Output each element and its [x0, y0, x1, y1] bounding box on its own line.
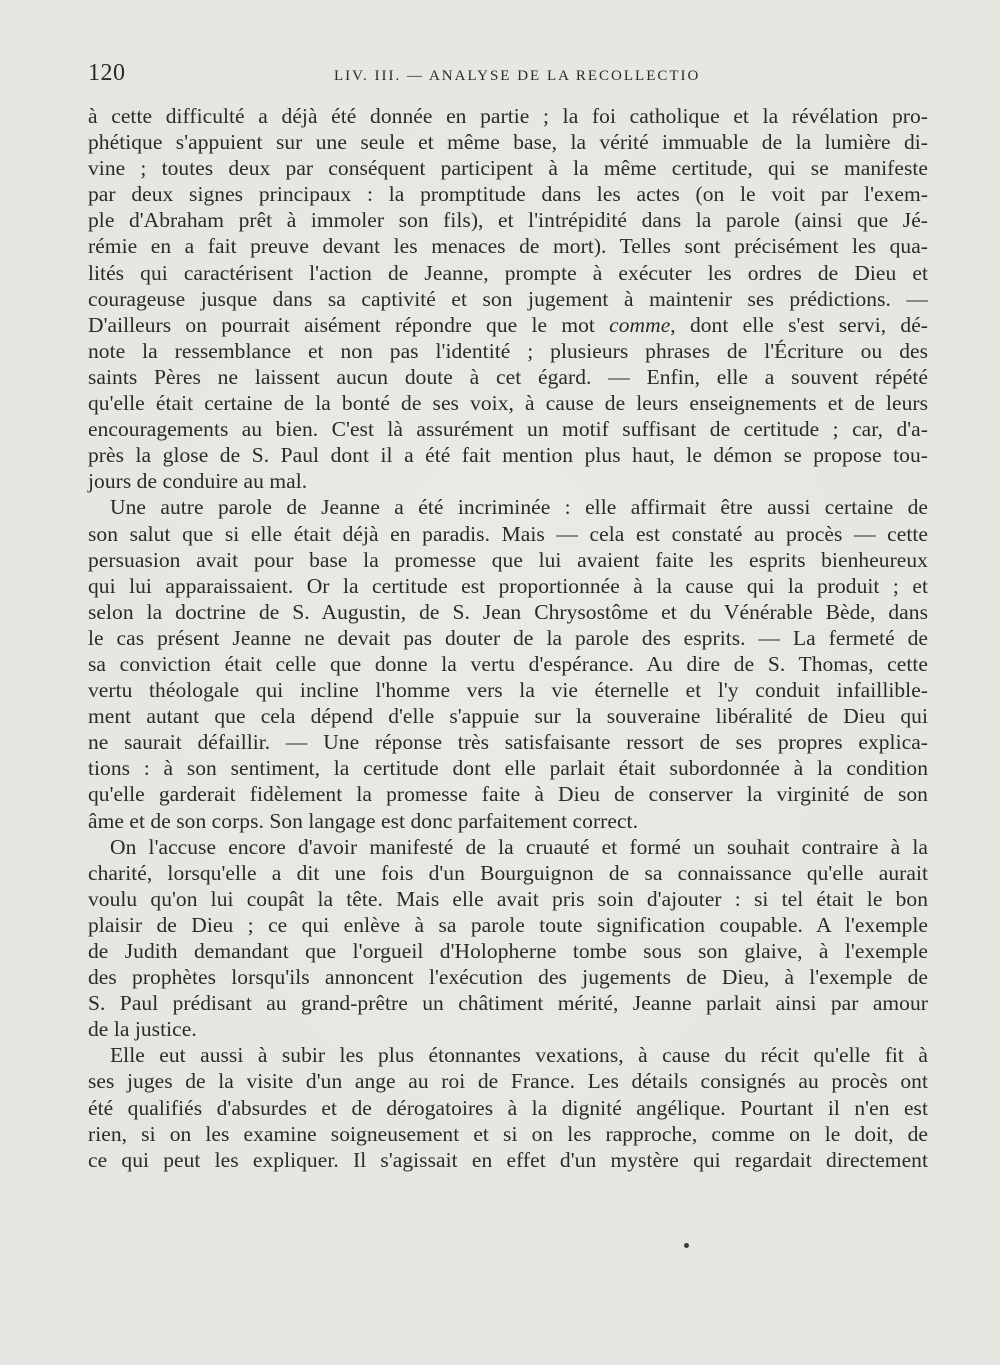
- print-speck: [684, 1243, 689, 1248]
- text-line: vertu théologale qui incline l'homme vers la vie éternelle et l'y conduit infaillible-: [88, 678, 928, 703]
- text-line: note la ressemblance et non pas l'identité ; plusieurs phrases de l'Écriture ou des: [88, 338, 928, 363]
- running-head: LIV. III. — ANALYSE DE LA RECOLLECTIO: [334, 68, 701, 84]
- text-line: qu'elle garderait fidèlement la promesse faite à Dieu de conserver la virginité de son: [88, 782, 928, 807]
- text-line: charité, lorsqu'elle a dit une fois d'un Bourguignon de sa connaissance qu'elle aurait: [88, 860, 928, 885]
- text-line: selon la doctrine de S. Augustin, de S. Jean Chrysostôme et du Vénérable Bède, dans: [88, 599, 928, 624]
- text-line: été qualifiés d'absurdes et de dérogatoires à la dignité angélique. Pourtant il n'en est: [88, 1095, 928, 1120]
- text-line: à cette difficulté a déjà été donnée en partie ; la foi catholique et la révélation pro-: [88, 104, 928, 128]
- text-line: de la justice.: [88, 1017, 197, 1042]
- text-line: ce qui peut les expliquer. Il s'agissait en effet d'un mystère qui regardait directement: [88, 1147, 928, 1172]
- body-text: [88, 103, 928, 1173]
- text-line: saints Pères ne laissent aucun doute à cet égard. — Enfin, elle a souvent répété: [88, 364, 928, 389]
- text-line: qui lui apparaissaient. Or la certitude est proportionnée à la cause qui la produit ; et: [88, 573, 928, 598]
- text-line: persuasion avait pour base la promesse que lui avaient faite les esprits bienheureux: [88, 547, 928, 572]
- text-line: encouragements au bien. C'est là assurément un motif suffisant de certitude ; car, d'a-: [88, 417, 928, 442]
- text-line: ment autant que cela dépend d'elle s'appuie sur la souveraine libéralité de Dieu qui: [88, 704, 928, 729]
- text-line: près la glose de S. Paul dont il a été fait mention plus haut, le démon se propose tou-: [88, 443, 928, 468]
- text-line: Elle eut aussi à subir les plus étonnantes vexations, à cause du récit qu'elle fit à: [110, 1043, 928, 1068]
- text-line: S. Paul prédisant au grand-prêtre un châtiment mérité, Jeanne parlait ainsi par amour: [88, 991, 928, 1016]
- text-line: qu'elle était certaine de la bonté de ses voix, à cause de leurs enseignements et de leurs: [88, 391, 928, 416]
- text-line: voulu qu'on lui coupât la tête. Mais elle avait pris soin d'ajouter : si tel était le bon: [88, 886, 928, 911]
- text-line: plaisir de Dieu ; ce qui enlève à sa parole toute signification coupable. A l'exemple: [88, 912, 928, 937]
- text-line: son salut que si elle était déjà en paradis. Mais — cela est constaté au procès — cette: [88, 521, 928, 546]
- text-line: phétique s'appuient sur une seule et même base, la vérité immuable de la lumière di-: [88, 130, 928, 155]
- text-line: rémie en a fait preuve devant les menaces de mort). Telles sont précisément les qua-: [88, 234, 928, 259]
- text-line: le cas présent Jeanne ne devait pas douter de la parole des esprits. — La fermeté de: [88, 625, 928, 650]
- text-line: On l'accuse encore d'avoir manifesté de la cruauté et formé un souhait contraire à la: [110, 834, 928, 859]
- text-line: tions : à son sentiment, la certitude dont elle parlait était subordonnée à la condition: [88, 756, 928, 781]
- text-line: courageuse jusque dans sa captivité et son jugement à maintenir ses prédictions. —: [88, 286, 928, 311]
- text-line: lités qui caractérisent l'action de Jeanne, prompte à exécuter les ordres de Dieu et: [88, 260, 928, 285]
- text-line: des prophètes lorsqu'ils annoncent l'exécution des jugements de Dieu, à l'exemple de: [88, 965, 928, 990]
- page-header: [88, 60, 928, 90]
- text-line: jours de conduire au mal.: [88, 469, 308, 494]
- text-line: D'ailleurs on pourrait aisément répondre que le mot comme, dont elle s'est servi, dé-: [88, 312, 928, 337]
- text-line: par deux signes principaux : la promptitude dans les actes (on le voit par l'exem-: [88, 182, 928, 207]
- text-line: Une autre parole de Jeanne a été incriminée : elle affirmait être aussi certaine de: [110, 495, 928, 520]
- text-line: sa conviction était celle que donne la vertu d'espérance. Au dire de S. Thomas, cette: [88, 651, 928, 676]
- page-number: 120: [88, 60, 126, 86]
- text-line: âme et de son corps. Son langage est donc parfaitement correct.: [88, 808, 638, 833]
- text-line: ple d'Abraham prêt à immoler son fils), et l'intrépidité dans la parole (ainsi que Jé-: [88, 208, 928, 233]
- text-line: de Judith demandant que l'orgueil d'Holopherne tombe sous son glaive, à l'exemple: [88, 939, 928, 963]
- text-line: vine ; toutes deux par conséquent participent à la même certitude, qui se manifeste: [88, 156, 928, 181]
- text-line: ne saurait défaillir. — Une réponse très satisfaisante ressort de ses propres explica-: [88, 730, 928, 755]
- text-line: ses juges de la visite d'un ange au roi de France. Les détails consignés au procès ont: [88, 1069, 928, 1094]
- text-line: rien, si on les examine soigneusement et si on les rapproche, comme on le doit, de: [88, 1121, 928, 1146]
